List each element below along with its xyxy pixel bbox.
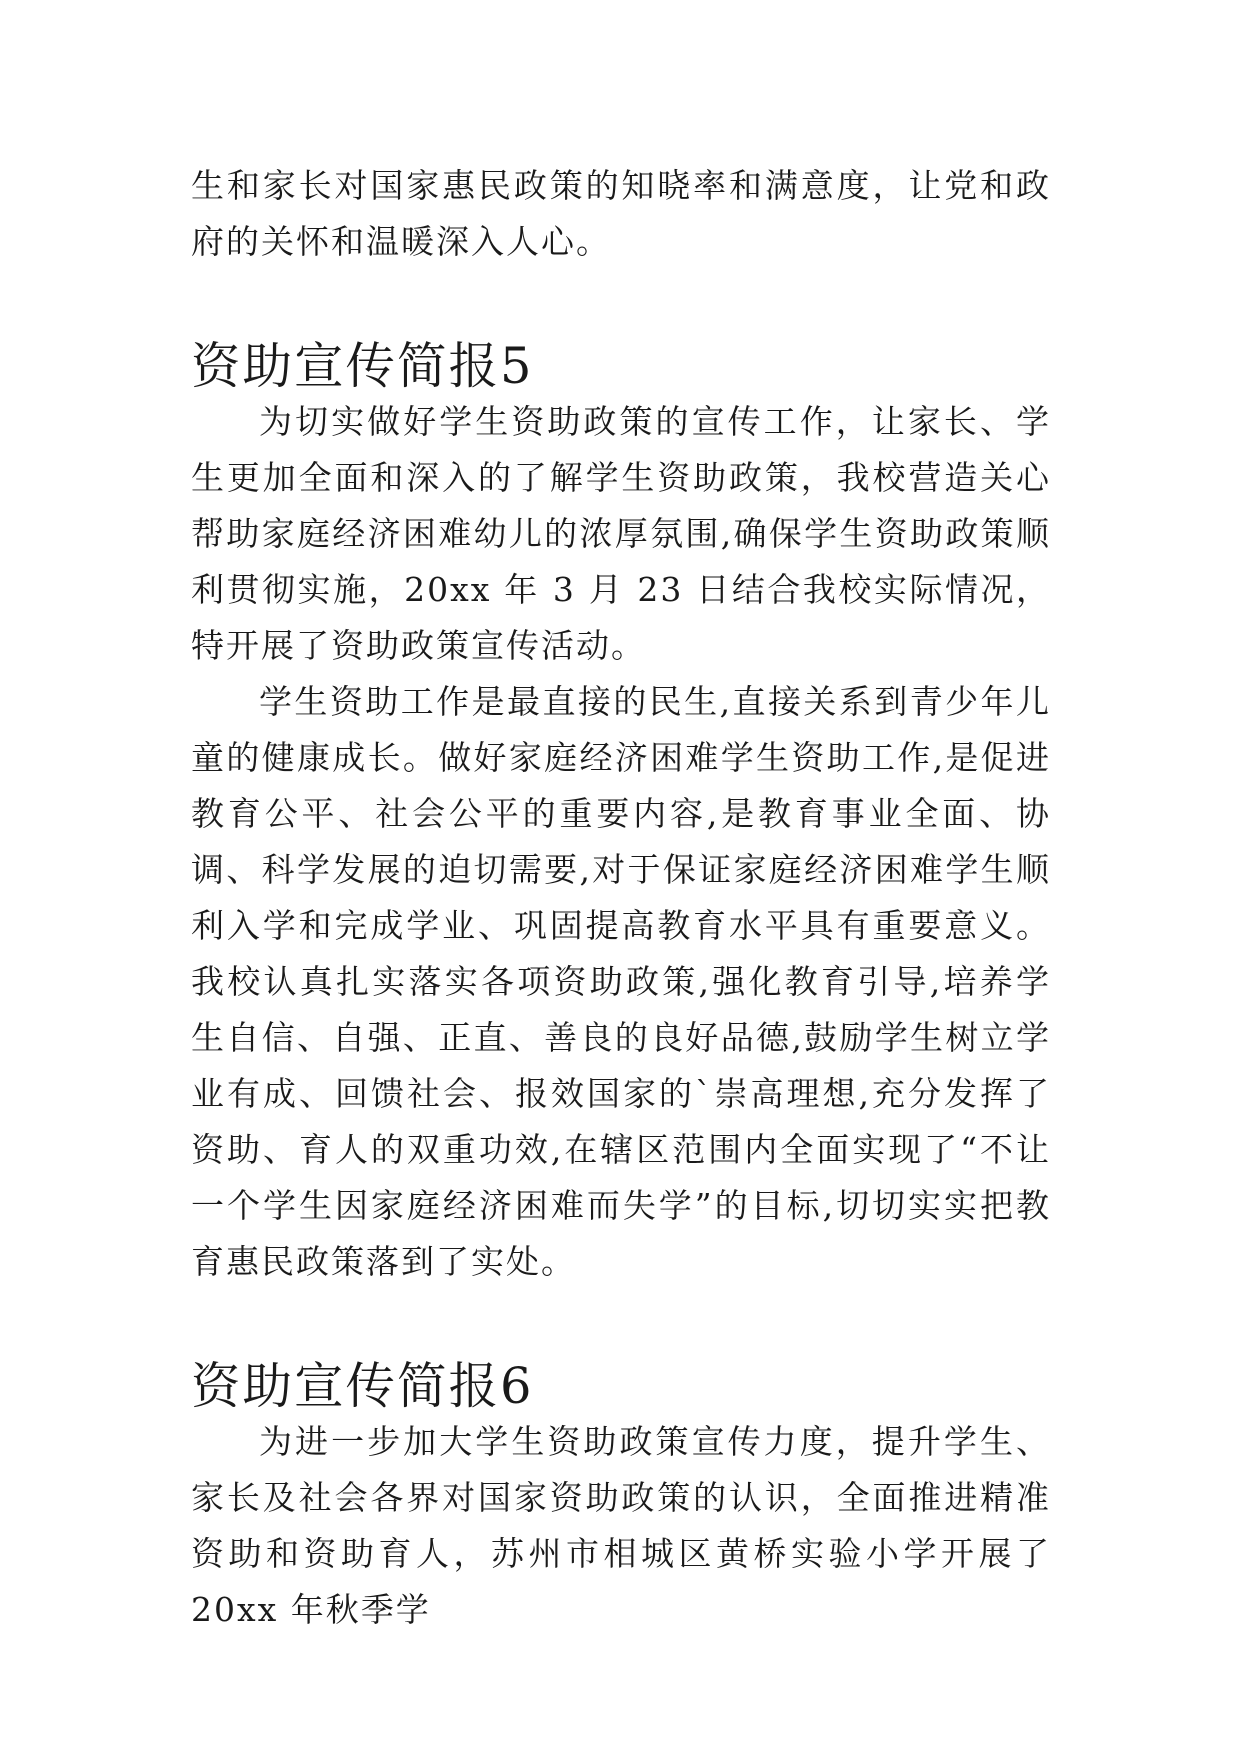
section-5-paragraph-2: 学生资助工作是最直接的民生,直接关系到青少年儿童的健康成长。做好家庭经济困难学生资助工作,是促进教育公平、社会公平的重要内容,是教育事业全面、协调、科学发展的迫切需要,对于保证家庭经济困难学生顺利入学和完成学业、巩固提高教育水平具有重要意义。我校认真扎实落实各项资助政策,强化教育引导,培养学生自信、自强、正直、善良的良好品德,鼓励学生树立学业有成、回馈社会、报效国家的`崇高理想,充分发挥了资助、育人的双重功效,在辖区范围内全面实现了“不让一个学生因家庭经济困难而失学”的目标,切切实实把教育惠民政策落到了实处。	[191, 682, 1051, 1281]
section-5-title: 资助宣传简报5	[191, 337, 534, 395]
section-5-paragraph-1: 为切实做好学生资助政策的宣传工作，让家长、学生更加全面和深入的了解学生资助政策，我校营造关心帮助家庭经济困难幼儿的浓厚氛围,确保学生资助政策顺利贯彻实施，20xx 年 3 月 23 日结合我校实际情况，特开展了资助政策宣传活动。	[191, 402, 1051, 665]
document-body	[191, 158, 1051, 1638]
section-6-paragraph-1: 为进一步加大学生资助政策宣传力度，提升学生、家长及社会各界对国家资助政策的认识，全面推进精准资助和资助育人，苏州市相城区黄桥实验小学开展了 20xx 年秋季学	[191, 1422, 1051, 1629]
section-6-title: 资助宣传简报6	[191, 1357, 534, 1415]
intro-paragraph: 生和家长对国家惠民政策的知晓率和满意度，让党和政府的关怀和温暖深入人心。	[191, 166, 1051, 261]
